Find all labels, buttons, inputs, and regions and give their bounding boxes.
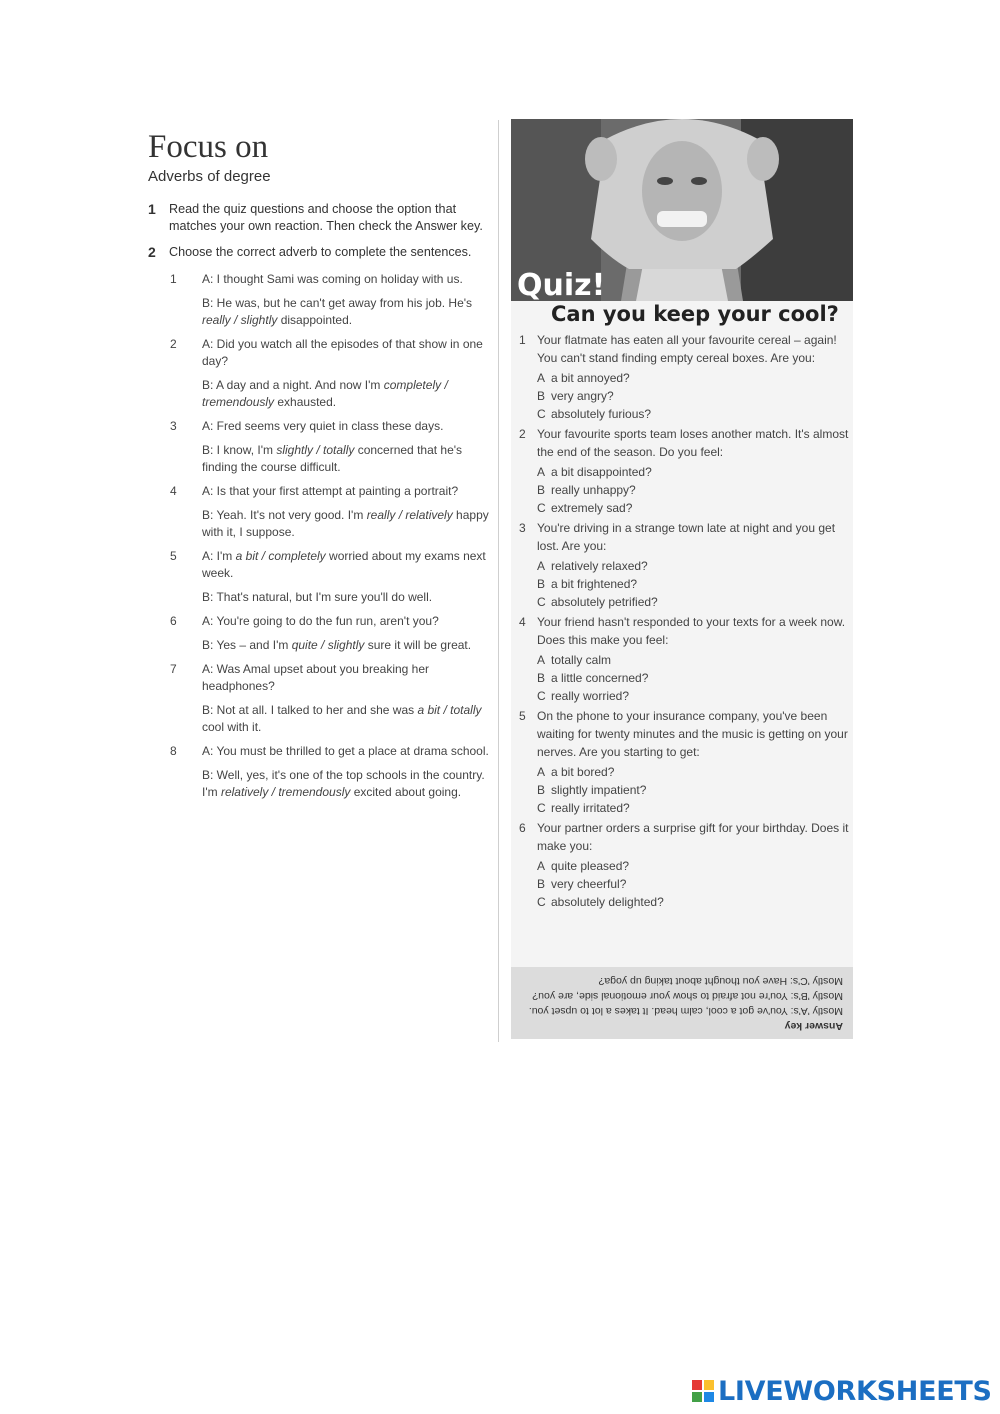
question-text: Your partner orders a surprise gift for your birthday. Does it make you: xyxy=(537,821,849,853)
adverb-choice: a bit / completely xyxy=(235,548,326,563)
exercise-list xyxy=(148,271,493,801)
option-letter: C xyxy=(537,895,546,909)
exercise-line-b xyxy=(148,442,493,476)
option-letter: A xyxy=(537,765,546,779)
option-text: a bit disappointed? xyxy=(551,465,652,479)
option-text: totally calm xyxy=(551,653,612,667)
exercise-line-b xyxy=(148,767,493,801)
quiz-option xyxy=(519,799,851,817)
quiz-option xyxy=(519,875,851,893)
quiz-option xyxy=(519,499,851,517)
option-text: a bit annoyed? xyxy=(551,371,630,385)
section-title: Focus on xyxy=(148,129,269,165)
line-text: B: I know, I'm xyxy=(202,442,277,457)
option-text: slightly impatient? xyxy=(551,783,647,797)
option-text: absolutely furious? xyxy=(551,407,652,421)
quiz-option xyxy=(519,687,851,705)
exercise-line-b-text xyxy=(185,637,493,654)
instruction-text: Read the quiz questions and choose the option that matches your own reaction. Then check the Answer key. xyxy=(169,202,483,233)
exercise-number: 5 xyxy=(170,548,177,563)
option-letter: B xyxy=(537,877,546,891)
exercise-line-a-text: A: Fred seems very quiet in class these days. xyxy=(202,418,444,433)
option-letter: B xyxy=(537,389,546,403)
quiz-photo xyxy=(511,119,853,301)
quiz-question xyxy=(519,613,851,649)
option-text: relatively relaxed? xyxy=(551,559,648,573)
line-text: sure it will be great. xyxy=(364,637,472,652)
logo-square xyxy=(692,1392,702,1402)
section-subtitle: Adverbs of degree xyxy=(148,168,271,185)
option-letter: A xyxy=(537,465,546,479)
exercise-number: 2 xyxy=(170,336,177,351)
answer-key-line: Mostly 'C's: Have you thought about taking up yoga? xyxy=(598,975,843,987)
quiz-option xyxy=(519,405,851,423)
exercise-line-b-text xyxy=(185,442,493,476)
exercise-line-a-text: A: Is that your first attempt at painting a portrait? xyxy=(202,483,459,498)
option-text: really worried? xyxy=(551,689,630,703)
quiz-option xyxy=(519,575,851,593)
quiz-option xyxy=(519,763,851,781)
option-text: absolutely petrified? xyxy=(551,595,658,609)
quiz-option xyxy=(519,857,851,875)
option-letter: C xyxy=(537,501,546,515)
exercise-line-a-text: A: Was Amal upset about you breaking her headphones? xyxy=(202,661,430,693)
instruction-text: Choose the correct adverb to complete the sentences. xyxy=(169,245,472,259)
exercise-line-a xyxy=(148,743,493,760)
exercise-line-b-text: B: That's natural, but I'm sure you'll do well. xyxy=(202,589,433,604)
quiz-question-list xyxy=(519,331,851,913)
option-text: extremely sad? xyxy=(551,501,633,515)
logo-grid-icon xyxy=(692,1380,714,1402)
quiz-question xyxy=(519,707,851,761)
liveworksheets-logo[interactable] xyxy=(692,1374,992,1408)
line-text: cool with it. xyxy=(202,719,262,734)
logo-square xyxy=(704,1392,714,1402)
question-number: 1 xyxy=(519,333,526,347)
exercise-line-a-text xyxy=(185,548,493,582)
option-text: really irritated? xyxy=(551,801,630,815)
option-letter: C xyxy=(537,595,546,609)
quiz-option xyxy=(519,651,851,669)
option-text: very angry? xyxy=(551,389,614,403)
logo-square xyxy=(692,1380,702,1390)
exercise-line-b-text xyxy=(185,377,493,411)
answer-key-upside-down xyxy=(511,967,853,1039)
option-letter: A xyxy=(537,859,546,873)
option-text: really unhappy? xyxy=(551,483,636,497)
quiz-question xyxy=(519,331,851,367)
answer-key-line: Mostly 'A's: You've got a cool, calm head. It takes a lot to upset you. xyxy=(528,1005,843,1017)
question-text: Your flatmate has eaten all your favourite cereal – again! You can't stand finding empty cereal boxes. Are you: xyxy=(537,333,837,365)
option-letter: C xyxy=(537,407,546,421)
exercise-number: 6 xyxy=(170,613,177,628)
exercise-number: 7 xyxy=(170,661,177,676)
option-letter: B xyxy=(537,483,546,497)
exercise-line-a xyxy=(148,271,493,288)
exercise-line-a xyxy=(148,483,493,500)
question-number: 4 xyxy=(519,615,526,629)
option-text: very cheerful? xyxy=(551,877,627,891)
exercise-line-a-text: A: You're going to do the fun run, aren't you? xyxy=(202,613,439,628)
question-text: Your friend hasn't responded to your texts for a week now. Does this make you feel: xyxy=(537,615,846,647)
line-text: worried about my exams next week. xyxy=(202,548,486,580)
exercise-line-b xyxy=(148,295,493,329)
line-text: exhausted. xyxy=(274,394,337,409)
line-text: excited about going. xyxy=(350,784,462,799)
exercise-number: 1 xyxy=(170,271,177,286)
logo-square xyxy=(704,1380,714,1390)
answer-key-box xyxy=(511,967,853,1039)
exercise-line-b xyxy=(148,507,493,541)
adverb-choice: a bit / totally xyxy=(417,702,482,717)
exercise-number: 3 xyxy=(170,418,177,433)
instruction-2 xyxy=(148,244,493,261)
line-text: disappointed. xyxy=(277,312,353,327)
option-text: absolutely delighted? xyxy=(551,895,664,909)
exercise-line-a xyxy=(148,661,493,695)
quiz-option xyxy=(519,669,851,687)
question-text: On the phone to your insurance company, you've been waiting for twenty minutes and the music is getting on your nerves. Are you starting to get: xyxy=(537,709,848,759)
quiz-panel xyxy=(511,119,853,1039)
line-text: B: Yeah. It's not very good. I'm xyxy=(202,507,367,522)
exercise-line-b xyxy=(148,377,493,411)
instruction-number: 1 xyxy=(148,201,156,217)
exercise-line-b-text xyxy=(185,507,493,541)
instruction-1 xyxy=(148,201,493,234)
exercise-line-b-text xyxy=(185,702,493,736)
quiz-option xyxy=(519,369,851,387)
option-letter: B xyxy=(537,577,546,591)
line-text: B: Not at all. I talked to her and she was xyxy=(202,702,418,717)
exercise-line-a xyxy=(148,418,493,435)
option-text: a little concerned? xyxy=(551,671,649,685)
question-number: 5 xyxy=(519,709,526,723)
question-text: You're driving in a strange town late at night and you get lost. Are you: xyxy=(537,521,836,553)
exercise-line-a-text: A: You must be thrilled to get a place at drama school. xyxy=(202,743,489,758)
exercise-line-a-text: A: Did you watch all the episodes of that show in one day? xyxy=(202,336,483,368)
question-text: Your favourite sports team loses another match. It's almost the end of the season. Do you feel: xyxy=(537,427,849,459)
exercise-line-a xyxy=(148,613,493,630)
quiz-option xyxy=(519,463,851,481)
line-text: B: A day and a night. And now I'm xyxy=(202,377,384,392)
quiz-option xyxy=(519,593,851,611)
focus-on-section xyxy=(148,128,493,808)
option-text: quite pleased? xyxy=(551,859,630,873)
line-text: happy with it, I suppose. xyxy=(202,507,489,539)
option-letter: A xyxy=(537,371,546,385)
line-text: A: I'm xyxy=(202,548,236,563)
exercise-line-b xyxy=(148,637,493,654)
adverb-choice: really / slightly xyxy=(202,312,278,327)
quiz-question xyxy=(519,519,851,555)
exercise-line-a xyxy=(148,548,493,582)
quiz-subheading: Can you keep your cool? xyxy=(551,302,839,326)
option-text: a bit bored? xyxy=(551,765,615,779)
question-number: 2 xyxy=(519,427,526,441)
quiz-option xyxy=(519,893,851,911)
exercise-line-b xyxy=(148,589,493,606)
option-letter: C xyxy=(537,801,546,815)
logo-text: LIVEWORKSHEETS xyxy=(718,1375,992,1407)
option-text: a bit frightened? xyxy=(551,577,638,591)
quiz-question xyxy=(519,819,851,855)
column-divider xyxy=(498,120,499,1042)
exercise-line-a xyxy=(148,336,493,370)
exercise-number: 8 xyxy=(170,743,177,758)
adverb-choice: quite / slightly xyxy=(291,637,365,652)
quiz-option xyxy=(519,481,851,499)
quiz-option xyxy=(519,557,851,575)
exercise-line-b-text xyxy=(185,295,493,329)
question-number: 3 xyxy=(519,521,526,535)
quiz-heading: Quiz! xyxy=(517,268,606,301)
exercise-number: 4 xyxy=(170,483,177,498)
option-letter: A xyxy=(537,653,546,667)
option-letter: C xyxy=(537,689,546,703)
exercise-line-b xyxy=(148,702,493,736)
option-letter: B xyxy=(537,671,546,685)
option-letter: B xyxy=(537,783,546,797)
question-number: 6 xyxy=(519,821,526,835)
line-text: B: Yes – and I'm xyxy=(202,637,292,652)
adverb-choice: slightly / totally xyxy=(276,442,355,457)
adverb-choice: really / relatively xyxy=(366,507,453,522)
instruction-number: 2 xyxy=(148,244,156,260)
adverb-choice: completely / tremendously xyxy=(202,377,448,409)
exercise-line-a-text: A: I thought Sami was coming on holiday with us. xyxy=(202,271,463,286)
quiz-option xyxy=(519,387,851,405)
line-text: B: Well, yes, it's one of the top schools in the country. I'm xyxy=(202,767,485,799)
quiz-option xyxy=(519,781,851,799)
adverb-choice: relatively / tremendously xyxy=(220,784,351,799)
answer-key-line: Mostly 'B's: You're not afraid to show your emotional side, are you? xyxy=(532,990,843,1002)
exercise-line-b-text xyxy=(185,767,493,801)
option-letter: A xyxy=(537,559,546,573)
quiz-question xyxy=(519,425,851,461)
line-text: concerned that he's finding the course difficult. xyxy=(202,442,463,474)
line-text: B: He was, but he can't get away from his job. He's xyxy=(202,295,473,310)
answer-key-title: Answer key xyxy=(784,1020,843,1032)
